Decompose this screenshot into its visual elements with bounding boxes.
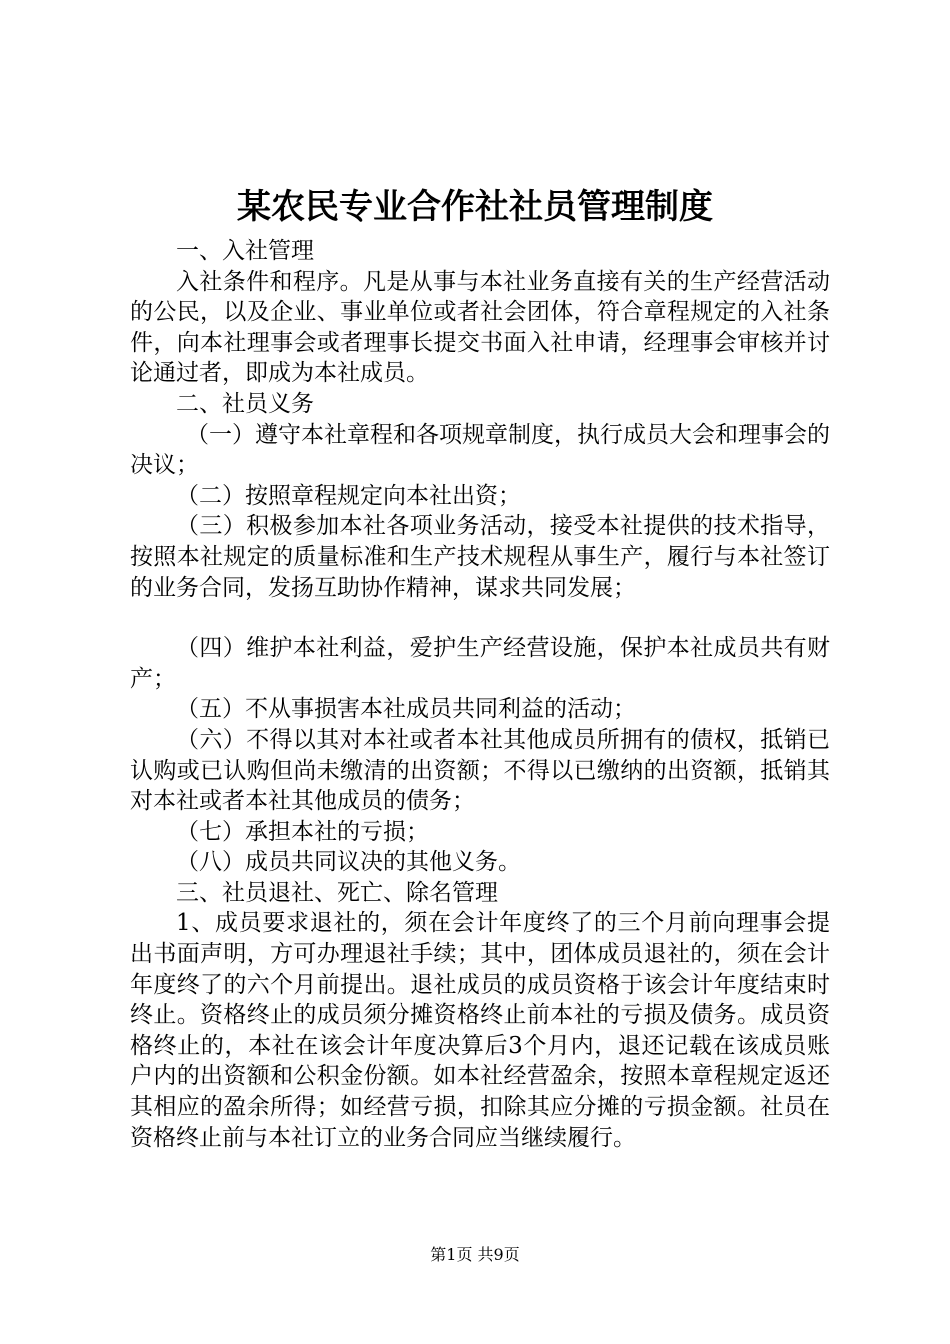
paragraph-membership-conditions: 入社条件和程序。凡是从事与本社业务直接有关的生产经营活动的公民，以及企业、事业单位或者社会团体，符合章程规定的入社条件，向本社理事会或者理事长提交书面入社申请，经理事会审核并讨论通过者，即成为本社成员。 xyxy=(130,268,830,387)
section-heading-1: 一、入社管理 xyxy=(176,238,314,264)
obligation-item-3: （三）积极参加本社各项业务活动，接受本社提供的技术指导，按照本社规定的质量标准和生产技术规程从事生产，履行与本社签订的业务合同，发扬互助协作精神，谋求共同发展； xyxy=(130,513,830,601)
obligation-item-6: （六）不得以其对本社或者本社其他成员所拥有的债权，抵销已认购或已认购但尚未缴清的出资额；不得以已缴纳的出资额，抵销其对本社或者本社其他成员的债务； xyxy=(130,726,830,815)
document-title: 某农民专业合作社社员管理制度 xyxy=(237,187,713,227)
obligation-item-2: （二）按照章程规定向本社出资； xyxy=(176,482,521,509)
page-number: 第1页 共9页 xyxy=(430,1245,520,1264)
paragraph-gap xyxy=(130,603,830,633)
obligation-item-8: （八）成员共同议决的其他义务。 xyxy=(176,849,521,876)
document-body xyxy=(130,236,830,1153)
obligation-item-7: （七）承担本社的亏损； xyxy=(176,818,429,845)
paragraph-withdrawal: 1、成员要求退社的，须在会计年度终了的三个月前向理事会提出书面声明，方可办理退社手续；其中，团体成员退社的，须在会计年度终了的六个月前提出。退社成员的成员资格于该会计年度结束时终止。资格终止的成员须分摊资格终止前本社的亏损及债务。成员资格终止的，本社在该会计年度决算后3个月内，退还记载在该成员账户内的出资额和公积金份额。如本社经营盈余，按照本章程规定返还其相应的盈余所得；如经营亏损，扣除其应分摊的亏损金额。社员在资格终止前与本社订立的业务合同应当继续履行。 xyxy=(130,910,830,1151)
obligation-item-5: （五）不从事损害本社成员共同利益的活动； xyxy=(176,696,636,723)
obligation-item-1: （一）遵守本社章程和各项规章制度，执行成员大会和理事会的决议； xyxy=(130,421,830,479)
obligation-item-4: （四）维护本社利益，爱护生产经营设施，保护本社成员共有财产； xyxy=(130,635,830,692)
section-heading-3: 三、社员退社、死亡、除名管理 xyxy=(176,879,498,906)
section-heading-2: 二、社员义务 xyxy=(176,390,314,417)
